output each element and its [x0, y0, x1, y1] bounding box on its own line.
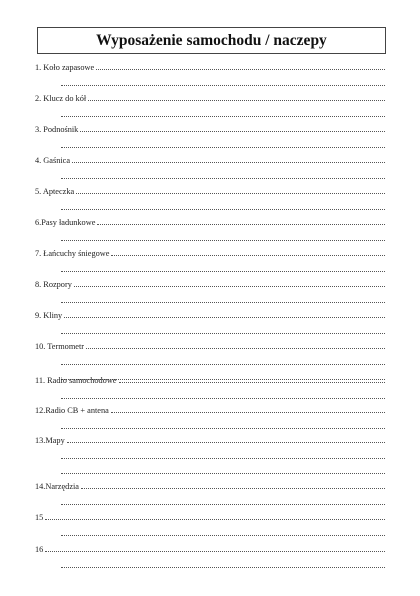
- equipment-item-label: 5. Apteczka: [35, 187, 75, 196]
- fill-in-line[interactable]: [80, 124, 385, 132]
- fill-in-line[interactable]: [111, 248, 385, 256]
- form-title: Wyposażenie samochodu / naczepy: [37, 27, 386, 54]
- equipment-item: [35, 155, 385, 166]
- fill-in-line[interactable]: [74, 279, 385, 287]
- equipment-item-label: 10. Termometr: [35, 342, 85, 351]
- equipment-item-label: 7. Łańcuchy śniegowe: [35, 249, 110, 258]
- fill-in-line[interactable]: [96, 62, 385, 70]
- fill-in-line[interactable]: [97, 217, 385, 225]
- equipment-item: [35, 544, 385, 555]
- fill-in-line-continuation[interactable]: [61, 466, 385, 474]
- equipment-item: [35, 481, 385, 492]
- equipment-item: [35, 124, 385, 135]
- fill-in-line[interactable]: [88, 93, 385, 101]
- fill-in-line-continuation[interactable]: [61, 78, 385, 86]
- equipment-item-label: 13.Mapy: [35, 436, 65, 445]
- equipment-item: [35, 512, 385, 523]
- fill-in-line-continuation[interactable]: [61, 264, 385, 272]
- equipment-item-label: 1. Koło zapasowe: [35, 63, 95, 72]
- fill-in-line-continuation[interactable]: [61, 233, 385, 241]
- equipment-item: [35, 62, 385, 73]
- equipment-item: [35, 248, 385, 259]
- equipment-item: [35, 279, 385, 290]
- fill-in-line-continuation[interactable]: [61, 202, 385, 210]
- equipment-item-label: 12.Radio CB + antena: [35, 406, 109, 415]
- fill-in-line-continuation[interactable]: [61, 357, 385, 365]
- fill-in-line[interactable]: [81, 481, 385, 489]
- fill-in-line[interactable]: [111, 405, 385, 413]
- equipment-item-label: 4. Gaśnica: [35, 156, 71, 165]
- fill-in-line-continuation[interactable]: [61, 391, 385, 399]
- fill-in-line-continuation[interactable]: [61, 528, 385, 536]
- fill-in-line-continuation[interactable]: [61, 451, 385, 459]
- fill-in-line-continuation[interactable]: [61, 171, 385, 179]
- equipment-item: [35, 93, 385, 104]
- fill-in-line[interactable]: [86, 341, 385, 349]
- equipment-item: [35, 375, 385, 386]
- fill-in-line-continuation[interactable]: [61, 109, 385, 117]
- fill-in-line[interactable]: [64, 310, 385, 318]
- equipment-item: [35, 435, 385, 446]
- equipment-item: [35, 217, 385, 228]
- fill-in-line-continuation[interactable]: [61, 497, 385, 505]
- equipment-item: [35, 310, 385, 321]
- equipment-item-label: 11. Radio samochodowe: [35, 376, 117, 385]
- equipment-item: [35, 341, 385, 352]
- fill-in-line[interactable]: [67, 435, 385, 443]
- fill-in-line-continuation[interactable]: [61, 326, 385, 334]
- equipment-item-label: 2. Klucz do kół: [35, 94, 87, 103]
- fill-in-line-continuation[interactable]: [61, 421, 385, 429]
- fill-in-line[interactable]: [76, 186, 385, 194]
- fill-in-line[interactable]: [119, 375, 386, 383]
- fill-in-line[interactable]: [45, 512, 385, 520]
- equipment-item-label: 6.Pasy ładunkowe: [35, 218, 96, 227]
- equipment-item-label: 15: [35, 513, 44, 522]
- equipment-item: [35, 405, 385, 416]
- equipment-item-label: 8. Rozpory: [35, 280, 72, 289]
- equipment-item-label: 3. Podnośnik: [35, 125, 79, 134]
- fill-in-line[interactable]: [45, 544, 385, 552]
- fill-in-line-continuation[interactable]: [61, 140, 385, 148]
- equipment-item-label: 14.Narzędzia: [35, 482, 79, 491]
- equipment-item-label: 16: [35, 545, 44, 554]
- equipment-item: [35, 186, 385, 197]
- fill-in-line-continuation[interactable]: [61, 295, 385, 303]
- fill-in-line-continuation[interactable]: [61, 560, 385, 568]
- fill-in-line[interactable]: [72, 155, 385, 163]
- equipment-item-label: 9. Kliny: [35, 311, 63, 320]
